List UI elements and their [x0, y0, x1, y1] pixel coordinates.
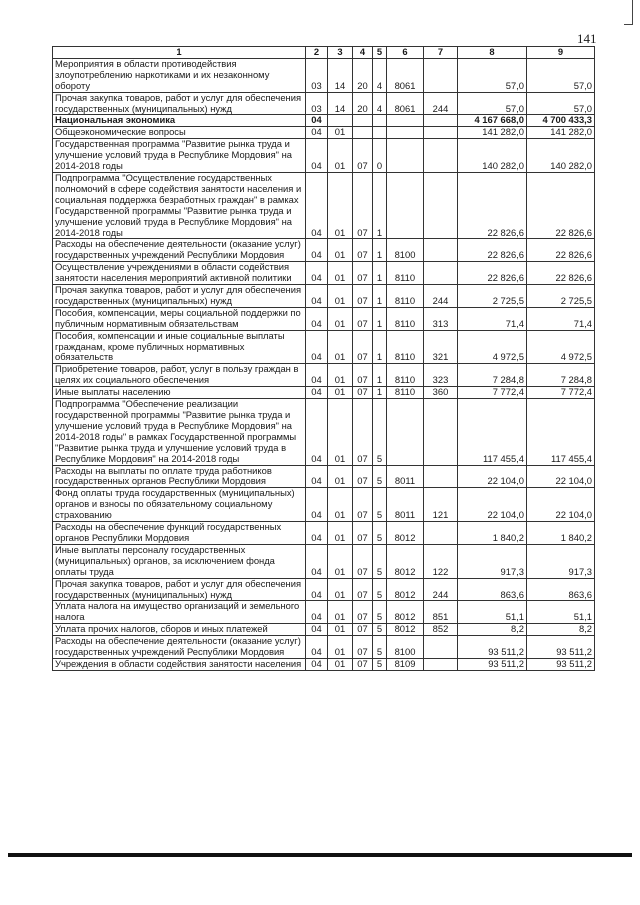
row-value-cell: 22 104,0 [458, 488, 527, 522]
row-value-cell [424, 658, 458, 670]
row-value-cell [424, 465, 458, 488]
row-value-cell: 122 [424, 544, 458, 578]
row-value-cell: 04 [306, 658, 328, 670]
table-header-row [53, 47, 595, 59]
row-name-cell: Расходы на обеспечение деятельности (оказание услуг) государственных учреждений Республики Мордовия [53, 636, 306, 659]
row-value-cell: 8012 [387, 544, 424, 578]
table-row [53, 92, 595, 115]
row-value-cell [387, 127, 424, 139]
row-value-cell: 8110 [387, 387, 424, 399]
row-value-cell: 04 [306, 578, 328, 601]
row-value-cell: 07 [353, 262, 373, 285]
row-value-cell: 03 [306, 92, 328, 115]
row-value-cell [353, 115, 373, 127]
row-value-cell [424, 262, 458, 285]
row-value-cell: 04 [306, 465, 328, 488]
row-value-cell: 8,2 [527, 624, 595, 636]
row-value-cell: 8110 [387, 364, 424, 387]
row-value-cell: 917,3 [458, 544, 527, 578]
row-value-cell: 01 [328, 624, 353, 636]
table-row [53, 399, 595, 465]
header-col-8: 8 [458, 47, 527, 59]
row-value-cell: 22 826,6 [458, 172, 527, 238]
row-value-cell: 01 [328, 578, 353, 601]
row-value-cell: 01 [328, 544, 353, 578]
header-col-4: 4 [353, 47, 373, 59]
table-row [53, 139, 595, 173]
row-value-cell: 07 [353, 139, 373, 173]
header-col-6: 6 [387, 47, 424, 59]
row-value-cell: 7 284,8 [458, 364, 527, 387]
row-value-cell: 01 [328, 262, 353, 285]
row-value-cell: 01 [328, 522, 353, 545]
row-value-cell: 22 826,6 [458, 239, 527, 262]
row-value-cell: 141 282,0 [458, 127, 527, 139]
row-value-cell: 4 972,5 [527, 330, 595, 364]
row-value-cell: 04 [306, 307, 328, 330]
row-value-cell: 04 [306, 399, 328, 465]
row-value-cell: 07 [353, 624, 373, 636]
table-row [53, 658, 595, 670]
table-row [53, 601, 595, 624]
row-value-cell: 57,0 [458, 92, 527, 115]
row-value-cell: 04 [306, 172, 328, 238]
row-value-cell: 244 [424, 578, 458, 601]
row-value-cell: 22 104,0 [458, 465, 527, 488]
row-name-cell: Фонд оплаты труда государственных (муниципальных) органов и взносы по обязательному социальному страхованию [53, 488, 306, 522]
row-value-cell: 04 [306, 330, 328, 364]
row-value-cell: 8,2 [458, 624, 527, 636]
row-name-cell: Подпрограмма "Осуществление государственных полномочий в сфере содействия занятости населения и социальная поддержка безработных граждан" в рамках Государственной программы "Развитие рынка труда и улучшение условий труда в Республике Мордовия" на 2014-2018 годы [53, 172, 306, 238]
row-name-cell: Пособия, компенсации, меры социальной поддержки по публичным нормативным обязательствам [53, 307, 306, 330]
row-value-cell: 71,4 [527, 307, 595, 330]
row-value-cell [424, 172, 458, 238]
table-row [53, 127, 595, 139]
row-value-cell: 93 511,2 [458, 636, 527, 659]
row-value-cell: 01 [328, 139, 353, 173]
row-name-cell: Расходы на обеспечение деятельности (оказание услуг) государственных учреждений Республики Мордовия [53, 239, 306, 262]
row-value-cell: 22 826,6 [527, 262, 595, 285]
row-value-cell: 8012 [387, 624, 424, 636]
row-value-cell: 93 511,2 [527, 658, 595, 670]
table-row [53, 58, 595, 92]
row-value-cell: 5 [373, 544, 387, 578]
budget-table [52, 46, 595, 671]
row-value-cell: 917,3 [527, 544, 595, 578]
row-value-cell: 117 455,4 [458, 399, 527, 465]
row-value-cell: 1 840,2 [527, 522, 595, 545]
row-value-cell: 5 [373, 658, 387, 670]
row-value-cell: 117 455,4 [527, 399, 595, 465]
row-value-cell [387, 399, 424, 465]
row-value-cell: 22 104,0 [527, 488, 595, 522]
row-value-cell: 2 725,5 [527, 285, 595, 308]
row-value-cell: 07 [353, 636, 373, 659]
header-col-5: 5 [373, 47, 387, 59]
row-value-cell: 51,1 [527, 601, 595, 624]
row-value-cell: 07 [353, 172, 373, 238]
row-name-cell: Приобретение товаров, работ, услуг в пользу граждан в целях их социального обеспечения [53, 364, 306, 387]
row-value-cell: 07 [353, 285, 373, 308]
row-value-cell: 04 [306, 285, 328, 308]
row-name-cell: Расходы на выплаты по оплате труда работников государственных органов Республики Мордовия [53, 465, 306, 488]
row-value-cell: 03 [306, 58, 328, 92]
row-value-cell: 323 [424, 364, 458, 387]
row-value-cell: 140 282,0 [527, 139, 595, 173]
table-row [53, 465, 595, 488]
row-value-cell: 1 [373, 364, 387, 387]
row-value-cell: 22 826,6 [527, 172, 595, 238]
row-value-cell: 22 826,6 [527, 239, 595, 262]
row-value-cell: 57,0 [458, 58, 527, 92]
row-value-cell: 01 [328, 465, 353, 488]
row-value-cell [328, 115, 353, 127]
row-value-cell: 1 [373, 172, 387, 238]
row-value-cell: 8109 [387, 658, 424, 670]
header-col-1: 1 [53, 47, 306, 59]
row-value-cell: 1 840,2 [458, 522, 527, 545]
row-value-cell: 04 [306, 522, 328, 545]
row-name-cell: Общеэкономические вопросы [53, 127, 306, 139]
row-value-cell [424, 399, 458, 465]
row-value-cell: 07 [353, 465, 373, 488]
row-value-cell: 4 [373, 92, 387, 115]
row-value-cell: 5 [373, 522, 387, 545]
table-row [53, 364, 595, 387]
row-value-cell: 22 826,6 [458, 262, 527, 285]
row-value-cell: 8012 [387, 601, 424, 624]
row-value-cell: 321 [424, 330, 458, 364]
row-value-cell [424, 115, 458, 127]
row-value-cell: 07 [353, 364, 373, 387]
row-name-cell: Иные выплаты населению [53, 387, 306, 399]
row-value-cell: 1 [373, 330, 387, 364]
header-col-3: 3 [328, 47, 353, 59]
row-value-cell [424, 522, 458, 545]
row-value-cell: 07 [353, 522, 373, 545]
row-value-cell: 04 [306, 115, 328, 127]
row-value-cell: 07 [353, 330, 373, 364]
row-value-cell [424, 127, 458, 139]
row-value-cell: 93 511,2 [458, 658, 527, 670]
row-value-cell: 04 [306, 601, 328, 624]
row-name-cell: Расходы на обеспечение функций государственных органов Республики Мордовия [53, 522, 306, 545]
row-value-cell: 01 [328, 387, 353, 399]
row-value-cell: 141 282,0 [527, 127, 595, 139]
row-value-cell: 1 [373, 307, 387, 330]
row-value-cell: 5 [373, 636, 387, 659]
row-value-cell: 0 [373, 139, 387, 173]
row-value-cell: 5 [373, 399, 387, 465]
row-value-cell: 01 [328, 399, 353, 465]
table-row [53, 387, 595, 399]
header-col-2: 2 [306, 47, 328, 59]
row-value-cell: 5 [373, 488, 387, 522]
row-value-cell: 01 [328, 601, 353, 624]
row-value-cell: 5 [373, 601, 387, 624]
row-value-cell: 8011 [387, 465, 424, 488]
row-value-cell: 04 [306, 139, 328, 173]
row-value-cell: 8100 [387, 239, 424, 262]
row-value-cell: 8110 [387, 307, 424, 330]
row-name-cell: Учреждения в области содействия занятости населения [53, 658, 306, 670]
row-value-cell: 8061 [387, 58, 424, 92]
row-value-cell: 244 [424, 285, 458, 308]
row-value-cell: 7 772,4 [458, 387, 527, 399]
row-value-cell: 04 [306, 636, 328, 659]
row-value-cell: 8012 [387, 578, 424, 601]
row-value-cell: 1 [373, 387, 387, 399]
row-name-cell: Осуществление учреждениями в области содействия занятости населения мероприятий активной политики [53, 262, 306, 285]
row-value-cell: 01 [328, 307, 353, 330]
row-name-cell: Прочая закупка товаров, работ и услуг для обеспечения государственных (муниципальных) нужд [53, 578, 306, 601]
row-value-cell: 14 [328, 58, 353, 92]
row-value-cell: 20 [353, 92, 373, 115]
row-value-cell: 8011 [387, 488, 424, 522]
row-value-cell: 8110 [387, 262, 424, 285]
row-value-cell [387, 172, 424, 238]
row-value-cell: 8061 [387, 92, 424, 115]
row-value-cell: 7 284,8 [527, 364, 595, 387]
row-value-cell: 1 [373, 262, 387, 285]
row-value-cell [424, 58, 458, 92]
row-value-cell: 863,6 [458, 578, 527, 601]
row-value-cell: 01 [328, 488, 353, 522]
row-value-cell: 07 [353, 578, 373, 601]
table-row [53, 522, 595, 545]
table-row [53, 115, 595, 127]
bottom-rule [8, 853, 632, 857]
row-value-cell: 140 282,0 [458, 139, 527, 173]
table-row [53, 624, 595, 636]
row-value-cell: 01 [328, 172, 353, 238]
row-value-cell: 2 725,5 [458, 285, 527, 308]
header-col-9: 9 [527, 47, 595, 59]
row-value-cell: 07 [353, 601, 373, 624]
row-value-cell [373, 115, 387, 127]
row-name-cell: Прочая закупка товаров, работ и услуг для обеспечения государственных (муниципальных) нужд [53, 285, 306, 308]
row-name-cell: Уплата налога на имущество организаций и земельного налога [53, 601, 306, 624]
row-value-cell [424, 636, 458, 659]
row-value-cell: 07 [353, 307, 373, 330]
row-value-cell: 04 [306, 239, 328, 262]
row-value-cell: 57,0 [527, 58, 595, 92]
row-value-cell: 1 [373, 239, 387, 262]
row-value-cell: 8110 [387, 285, 424, 308]
row-name-cell: Государственная программа "Развитие рынка труда и улучшение условий труда в Республике Мордовия" на 2014-2018 годы [53, 139, 306, 173]
row-value-cell: 1 [373, 285, 387, 308]
row-value-cell: 01 [328, 285, 353, 308]
row-value-cell [353, 127, 373, 139]
row-value-cell: 07 [353, 239, 373, 262]
row-name-cell: Прочая закупка товаров, работ и услуг для обеспечения государственных (муниципальных) нужд [53, 92, 306, 115]
row-value-cell: 14 [328, 92, 353, 115]
row-value-cell: 5 [373, 624, 387, 636]
table-row [53, 488, 595, 522]
row-value-cell: 360 [424, 387, 458, 399]
row-value-cell: 01 [328, 127, 353, 139]
table-body [53, 58, 595, 670]
row-value-cell: 04 [306, 488, 328, 522]
row-value-cell [424, 139, 458, 173]
row-name-cell: Иные выплаты персоналу государственных (муниципальных) органов, за исключением фонда оплаты труда [53, 544, 306, 578]
row-value-cell: 852 [424, 624, 458, 636]
row-value-cell [387, 115, 424, 127]
row-value-cell: 01 [328, 658, 353, 670]
row-value-cell: 04 [306, 624, 328, 636]
table-row [53, 578, 595, 601]
row-value-cell: 04 [306, 544, 328, 578]
row-value-cell: 4 167 668,0 [458, 115, 527, 127]
row-value-cell: 07 [353, 544, 373, 578]
row-value-cell: 5 [373, 578, 387, 601]
table-row [53, 636, 595, 659]
table-row [53, 544, 595, 578]
row-value-cell: 8012 [387, 522, 424, 545]
table-row [53, 172, 595, 238]
row-name-cell: Пособия, компенсации и иные социальные выплаты гражданам, кроме публичных нормативных обязательств [53, 330, 306, 364]
row-name-cell: Уплата прочих налогов, сборов и иных платежей [53, 624, 306, 636]
row-value-cell: 313 [424, 307, 458, 330]
row-value-cell: 01 [328, 330, 353, 364]
row-value-cell: 07 [353, 399, 373, 465]
page-number: 141 [577, 31, 597, 46]
table-row [53, 330, 595, 364]
row-value-cell [387, 139, 424, 173]
row-value-cell: 51,1 [458, 601, 527, 624]
row-value-cell: 93 511,2 [527, 636, 595, 659]
row-value-cell: 04 [306, 387, 328, 399]
table-row [53, 262, 595, 285]
row-value-cell: 4 700 433,3 [527, 115, 595, 127]
row-value-cell: 04 [306, 127, 328, 139]
row-name-cell: Подпрограмма "Обеспечение реализации государственной программы "Развитие рынка труда и улучшение условий труда в Республике Мордовия" на 2014-2018 годы" в рамках Государственной программы "Развитие рынка труда и улучшение условий труда в Республике Мордовия" на 2014-2018 годы [53, 399, 306, 465]
row-value-cell: 01 [328, 239, 353, 262]
row-value-cell: 22 104,0 [527, 465, 595, 488]
header-col-7: 7 [424, 47, 458, 59]
table-row [53, 307, 595, 330]
row-value-cell: 7 772,4 [527, 387, 595, 399]
table-row [53, 285, 595, 308]
row-value-cell: 8100 [387, 636, 424, 659]
row-value-cell: 5 [373, 465, 387, 488]
row-value-cell: 244 [424, 92, 458, 115]
row-value-cell: 4 [373, 58, 387, 92]
row-value-cell: 57,0 [527, 92, 595, 115]
row-value-cell: 07 [353, 488, 373, 522]
row-value-cell: 01 [328, 636, 353, 659]
page-corner-mark [624, 0, 633, 25]
row-value-cell: 8110 [387, 330, 424, 364]
row-value-cell [424, 239, 458, 262]
row-name-cell: Национальная экономика [53, 115, 306, 127]
row-value-cell: 121 [424, 488, 458, 522]
row-value-cell: 4 972,5 [458, 330, 527, 364]
row-value-cell: 07 [353, 387, 373, 399]
row-value-cell [373, 127, 387, 139]
row-value-cell: 71,4 [458, 307, 527, 330]
row-value-cell: 07 [353, 658, 373, 670]
row-value-cell: 04 [306, 364, 328, 387]
row-value-cell: 01 [328, 364, 353, 387]
row-value-cell: 851 [424, 601, 458, 624]
table-row [53, 239, 595, 262]
row-name-cell: Мероприятия в области противодействия злоупотреблению наркотиками и их незаконному обороту [53, 58, 306, 92]
row-value-cell: 20 [353, 58, 373, 92]
row-value-cell: 04 [306, 262, 328, 285]
row-value-cell: 863,6 [527, 578, 595, 601]
